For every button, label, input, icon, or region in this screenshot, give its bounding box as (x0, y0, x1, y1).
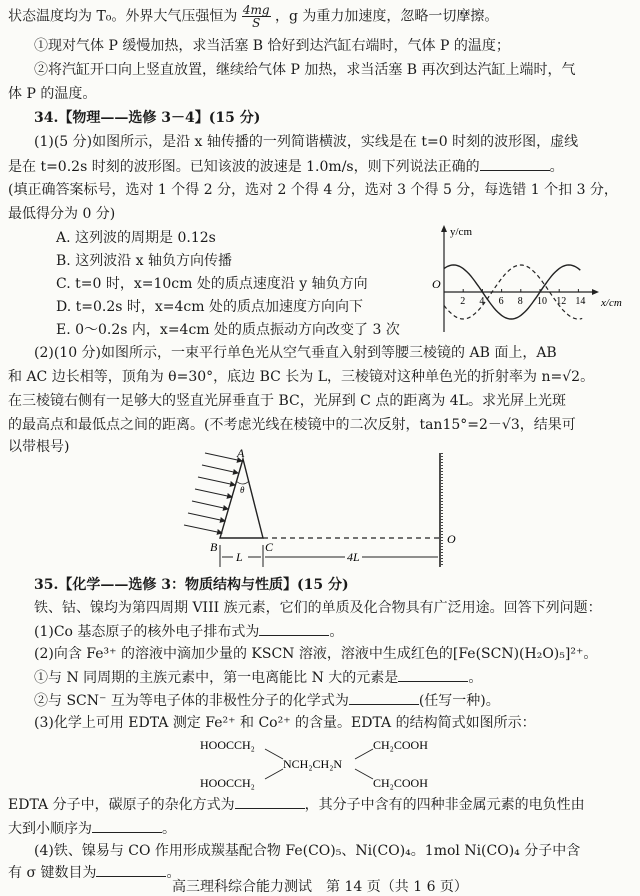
option-b: B. 这列波沿 x 轴负方向传播 (56, 253, 232, 269)
q33-line-1 (8, 4, 498, 29)
q35-p3-c (8, 818, 176, 839)
fraction-denominator: S (252, 16, 261, 30)
x-tick-label: 6 (498, 296, 504, 307)
q35-p2-1 (34, 667, 482, 688)
text: 。 (162, 821, 176, 837)
label-c: C (265, 540, 274, 554)
text: (1)Co 基态原子的核外电子排布式为 (34, 624, 260, 640)
text: ②与 SCN⁻ 互为等电子体的非极性分子的化学式为 (34, 693, 349, 709)
q33-sub-1: ①现对气体 P 缓慢加热，求当活塞 B 恰好到达汽缸右端时，气体 P 的温度； (34, 38, 510, 54)
wave-figure (425, 222, 635, 342)
fraction-numerator: 4mg (242, 3, 270, 17)
x-tick-label: 12 (556, 296, 567, 307)
q34-p2-line1: (2)(10 分)如图所示，一束平行单色光从空气垂直入射到等腰三棱镜的 AB 面上，AB (34, 345, 557, 361)
text: EDTA 分子中，碳原子的杂化方式为 (8, 797, 235, 813)
label-b: B (210, 540, 218, 554)
label-o: O (447, 532, 456, 546)
x-axis-arrow (592, 289, 599, 295)
q34-p2-line3: 在三棱镜右侧有一足够大的竖直光屏垂直于 BC，光屏到 C 点的距离为 4L。求光屏上光斑 (8, 393, 566, 409)
text: 。 (468, 670, 483, 686)
q35-heading: 35.【化学——选修 3：物质结构与性质】(15 分) (34, 577, 349, 593)
q35-intro: 铁、钴、镍均为第四周期 VIII 族元素，它们的单质及化合物具有广泛用途。回答下列问题： (34, 600, 602, 616)
option-a: A. 这列波的周期是 0.12s (56, 230, 216, 246)
option-c: C. t=0 时，x=10cm 处的质点速度沿 y 轴负方向 (56, 276, 368, 292)
edta-top-right: CH₂COOH (373, 738, 428, 752)
pressure-fraction (242, 4, 271, 29)
x-tick-label: 2 (460, 296, 466, 307)
q34-p1-line3: (填正确答案标号，选对 1 个得 2 分，选对 2 个得 4 分，选对 3 个得 5 分，每选错 1 个扣 3 分， (8, 182, 618, 198)
answer-blank (235, 794, 305, 809)
edta-bottom-right: CH₂COOH (373, 776, 428, 790)
x-tick-label: 4 (479, 296, 485, 307)
q34-p2-line4: 的最高点和最低点之间的距离。(不考虑光线在棱镜中的二次反射，tan15°=2－√3，结果可 (8, 417, 576, 433)
text: ①与 N 同周期的主族元素中，第一电离能比 N 大的元素是 (34, 670, 399, 686)
q34-p1-line4: 最低得分为 0 分) (8, 206, 116, 222)
y-axis-label: y/cm (450, 226, 472, 238)
text: 是在 t=0.2s 时刻的波形图。已知该波的波速是 1.0m/s，则下列说法正确的 (8, 159, 480, 175)
edta-top-left: HOOCCH₂ (200, 738, 255, 752)
label-4l: 4L (347, 550, 360, 564)
text: ，其分子中含有的四种非金属元素的电负性由 (304, 797, 585, 813)
origin-label: O (432, 277, 441, 291)
label-theta: θ (240, 485, 245, 495)
label-a: A (237, 446, 245, 460)
q34-p2-line5: 以带根号) (8, 439, 70, 455)
edta-center: NCH₂CH₂N (283, 757, 343, 771)
q35-p2: (2)向含 Fe³⁺ 的溶液中滴加少量的 KSCN 溶液，溶液中生成红色的[Fe(SCN)(H₂O)₅]²⁺。 (34, 646, 598, 662)
answer-blank (480, 156, 550, 171)
q33-sub-2: ②将汽缸开口向上竖直放置，继续给气体 P 加热，求当活塞 B 再次到达汽缸上端时，气 (34, 62, 576, 78)
option-e: E. 0～0.2s 内，x=4cm 处的质点振动方向改变了 3 次 (56, 322, 400, 338)
edta-structure (195, 735, 455, 795)
text: 有 σ 键数目为 (8, 865, 97, 881)
q34-heading: 34.【物理——选修 3－4】(15 分) (34, 110, 261, 126)
prism-figure (170, 445, 470, 570)
apex-angle-arc (236, 481, 249, 484)
text: 大到小顺序为 (8, 821, 92, 837)
q34-p2-line2: 和 AC 边长相等，顶角为 θ=30°，底边 BC 长为 L，三棱镜对这种单色光的折射率为 n=√2。 (8, 369, 595, 385)
q35-p3: (3)化学上可用 EDTA 测定 Fe²⁺ 和 Co²⁺ 的含量。EDTA 的结构简式如图所示： (34, 715, 536, 731)
q35-p3-a (8, 794, 585, 815)
answer-blank (96, 862, 166, 877)
q34-p1-line2 (8, 156, 564, 177)
text: ，g 为重力加速度，忽略一切摩擦。 (275, 8, 499, 25)
page-footer: 高三理科综合能力测试 第 14 页（共 1 6 页） (172, 879, 468, 895)
q35-p2-2 (34, 690, 500, 711)
answer-blank (259, 621, 329, 636)
edta-bottom-left: HOOCCH₂ (200, 776, 255, 790)
q35-p1 (34, 621, 343, 642)
y-axis-arrow (441, 225, 447, 232)
q34-p1-line1: (1)(5 分)如图所示，是沿 x 轴传播的一列简谐横波，实线是在 t=0 时刻的波形图，虚线 (34, 134, 579, 150)
x-tick-label: 8 (517, 296, 523, 307)
q35-p4: (4)铁、镍易与 CO 作用形成羰基配合物 Fe(CO)₅、Ni(CO)₄。1mol Ni(CO)₄ 分子中含 (34, 843, 581, 859)
answer-blank (92, 818, 162, 833)
x-tick-label: 10 (537, 296, 547, 307)
text: 。 (166, 865, 181, 881)
option-d: D. t=0.2s 时，x=4cm 处的质点加速度方向向下 (56, 299, 363, 315)
x-axis-label: x/cm (601, 297, 622, 309)
x-tick-label: 14 (575, 296, 586, 307)
q33-sub-2-cont: 体 P 的温度。 (8, 86, 97, 102)
text: 。 (329, 624, 344, 640)
answer-blank (398, 667, 468, 682)
text: (任写一种)。 (418, 693, 500, 709)
text: 状态温度均为 T₀。外界大气压强恒为 (8, 8, 238, 25)
text: 。 (549, 159, 564, 175)
answer-blank (349, 690, 419, 705)
label-l: L (236, 550, 243, 564)
